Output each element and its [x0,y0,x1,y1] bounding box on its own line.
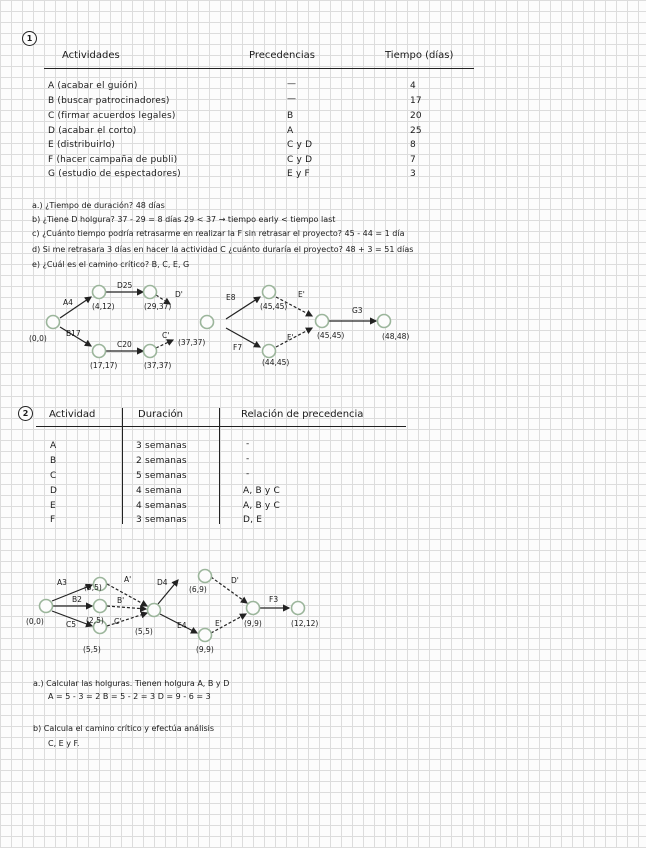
node2-e [199,629,212,642]
label-bprime2: B' [117,596,125,605]
table-cell: 4 semana [136,486,182,496]
table-row: E [50,501,56,511]
table-cell: — [287,79,297,89]
col-header-relacion: Relación de precedencia [241,409,364,420]
table-cell: A [287,126,294,136]
time-n3: (17,17) [90,361,118,370]
question-b-title: b) Calcula el camino crítico y efectúa análisis [33,724,215,733]
question-a-title: a.) Calcular las holguras. Tienen holgura A, B y D [33,679,230,688]
label-eprime2: E' [215,619,222,628]
label-dprime: D' [175,290,183,299]
table-cell: A, B y C [243,486,280,496]
arrow-dummy-d2 [211,577,247,603]
time-start: (0,0) [29,334,47,343]
label-e: E8 [226,293,236,302]
label-a2: A3 [57,578,67,587]
node2-d [199,570,212,583]
answer-b: b) ¿Tiene D holgura? 37 - 29 = 8 días 29 < 37 → tiempo early < tiempo last [32,215,336,224]
exercise-1-number: 1 [22,31,37,46]
label-b: B17 [66,329,81,338]
question-b-detail: C, E y F. [48,739,80,748]
time2-b: (2,5) [86,616,104,625]
table-row: F (hacer campaña de publi) [48,155,178,165]
table-cell: 17 [410,96,422,106]
table-cell: E y F [287,169,310,179]
time-n2: (29,37) [144,302,172,311]
table-cell: 7 [410,155,416,165]
arrow-dummy-c2 [107,613,147,626]
table-cell: - [246,439,250,449]
answer-e: e) ¿Cuál es el camino crítico? B, C, E, G [32,260,190,269]
table-cell: 4 semanas [136,501,187,511]
time2-a: (3,5) [84,583,102,592]
node2-start [40,600,53,613]
time-n8: (45,45) [317,331,345,340]
table-cell: 3 [410,169,416,179]
table-row: A (acabar el guión) [48,81,138,91]
time2-merge: (5,5) [135,627,153,636]
time-n5: (37,37) [178,338,206,347]
answer-d: d) Si me retrasara 3 días en hacer la actividad C ¿cuánto duraría el proyecto? 48 + 3 = 51 días [32,245,414,254]
table-cell: 3 semanas [136,515,187,525]
label-cprime2: C' [114,617,122,626]
time2-start: (0,0) [26,617,44,626]
label-f: F7 [233,343,243,352]
table-row: A [50,441,57,451]
node2-merge [148,604,161,617]
answer-a: a.) ¿Tiempo de duración? 48 días [32,201,165,210]
time-end: (48,48) [382,332,410,341]
table-row: B [50,456,57,466]
node2-end [292,602,305,615]
label-dprime2: D' [231,576,239,585]
col-header-actividad: Actividad [49,409,96,420]
node2-b [94,600,107,613]
label-e2: E4 [177,621,187,630]
table-row: C [50,471,57,481]
col-header-actividades: Actividades [62,50,120,61]
col-header-tiempo: Tiempo (días) [385,50,454,61]
time2-c: (5,5) [83,645,101,654]
table-row: D (acabar el corto) [48,126,137,136]
col-header-duracion: Duración [138,409,184,420]
table-cell: B [287,111,294,121]
label-g: G3 [352,306,363,315]
time-n7: (44,45) [262,358,290,367]
table-cell: 2 semanas [136,456,187,466]
label-eprime: E' [298,290,305,299]
label-aprime2: A' [124,575,132,584]
table-cell: 20 [410,111,422,121]
node2-f [247,602,260,615]
table-cell: 5 semanas [136,471,187,481]
table-cell: D, E [243,515,263,525]
table-cell: - [246,469,250,479]
table-row: G (estudio de espectadores) [48,169,181,179]
table-cell: 25 [410,126,422,136]
question-a-detail: A = 5 - 3 = 2 B = 5 - 2 = 3 D = 9 - 6 = 3 [48,692,211,701]
time2-e: (9,9) [196,645,214,654]
table-row: E (distribuirlo) [48,140,116,150]
answer-c: c) ¿Cuánto tiempo podría retrasarme en realizar la F sin retrasar el proyecto? 45 - 44 = 1 día [32,229,405,238]
table-cell: — [287,94,297,104]
table-cell: C y D [287,155,313,165]
table-cell: 3 semanas [136,441,187,451]
arrow-dummy-b2 [107,606,146,609]
label-a: A4 [63,298,73,307]
col-header-precedencias: Precedencias [249,50,316,61]
label-f2: F3 [269,595,279,604]
label-c2: C5 [66,620,77,629]
time2-f: (9,9) [244,619,262,628]
label-d2: D4 [157,578,168,587]
table-row: C (firmar acuerdos legales) [48,111,176,121]
table-cell: - [246,454,250,464]
label-c: C20 [117,340,132,349]
table-row: D [50,486,58,496]
table-cell: 4 [410,81,416,91]
table-cell: C y D [287,140,313,150]
time2-end: (12,12) [291,619,319,628]
label-fprime: F' [287,333,294,342]
table-cell: A, B y C [243,501,280,511]
exercise-2-number: 2 [18,406,33,421]
time2-d: (6,9) [189,585,207,594]
label-b2: B2 [72,595,82,604]
time-n1: (4,12) [92,302,115,311]
arrow-dummy-a2 [107,584,147,606]
label-d: D25 [117,281,133,290]
table-cell: 8 [410,140,416,150]
time-n6: (45,45) [260,302,288,311]
time-n4: (37,37) [144,361,172,370]
label-cprime: C' [162,331,170,340]
table-row: B (buscar patrocinadores) [48,96,170,106]
table-row: F [50,515,56,525]
